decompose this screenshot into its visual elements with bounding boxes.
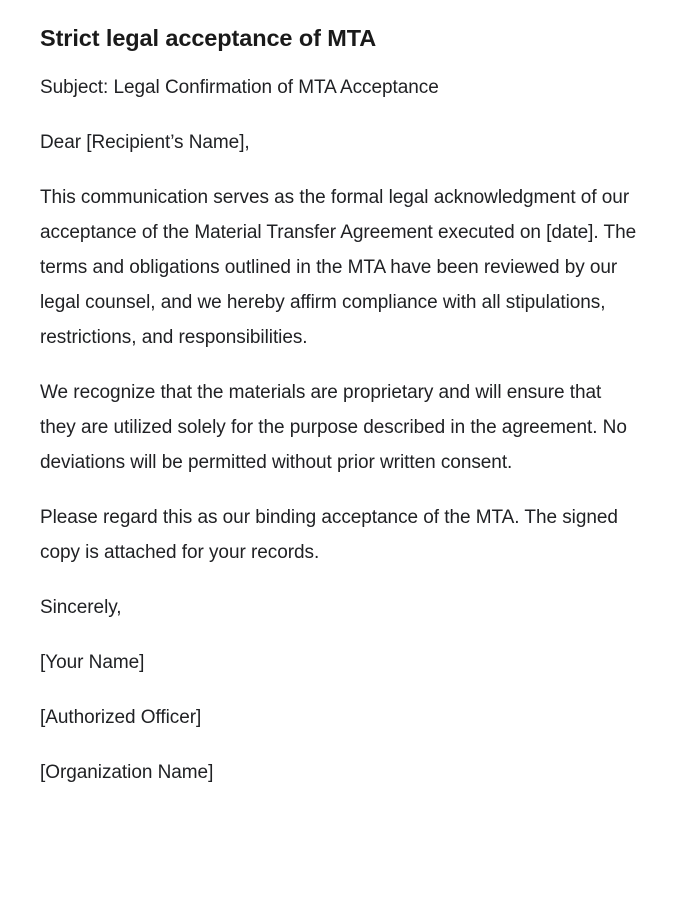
signature-role: [Authorized Officer]	[40, 707, 202, 728]
page-title: Strict legal acceptance of MTA	[40, 25, 377, 51]
salutation: Dear [Recipient’s Name],	[40, 132, 250, 153]
paragraph-binding-acceptance: Please regard this as our binding acceptance of the MTA. The signed copy is attached for your records.	[40, 507, 618, 563]
paragraph-acknowledgment: This communication serves as the formal legal acknowledgment of our acceptance of the Material Transfer Agreement executed on [date]. The terms and obligations outlined in the MTA have been reviewed by our legal counsel, and we hereby affirm compliance with all stipulations, restrictions, and responsibilities.	[40, 187, 637, 348]
subject-line: Subject: Legal Confirmation of MTA Acceptance	[40, 77, 439, 98]
signature-name: [Your Name]	[40, 652, 145, 673]
paragraph-proprietary-use: We recognize that the materials are proprietary and will ensure that they are utilized solely for the purpose described in the agreement. No deviations will be permitted without prior written consent.	[40, 382, 627, 473]
signature-organization: [Organization Name]	[40, 762, 214, 783]
letter-body	[40, 70, 638, 790]
closing: Sincerely,	[40, 597, 122, 618]
